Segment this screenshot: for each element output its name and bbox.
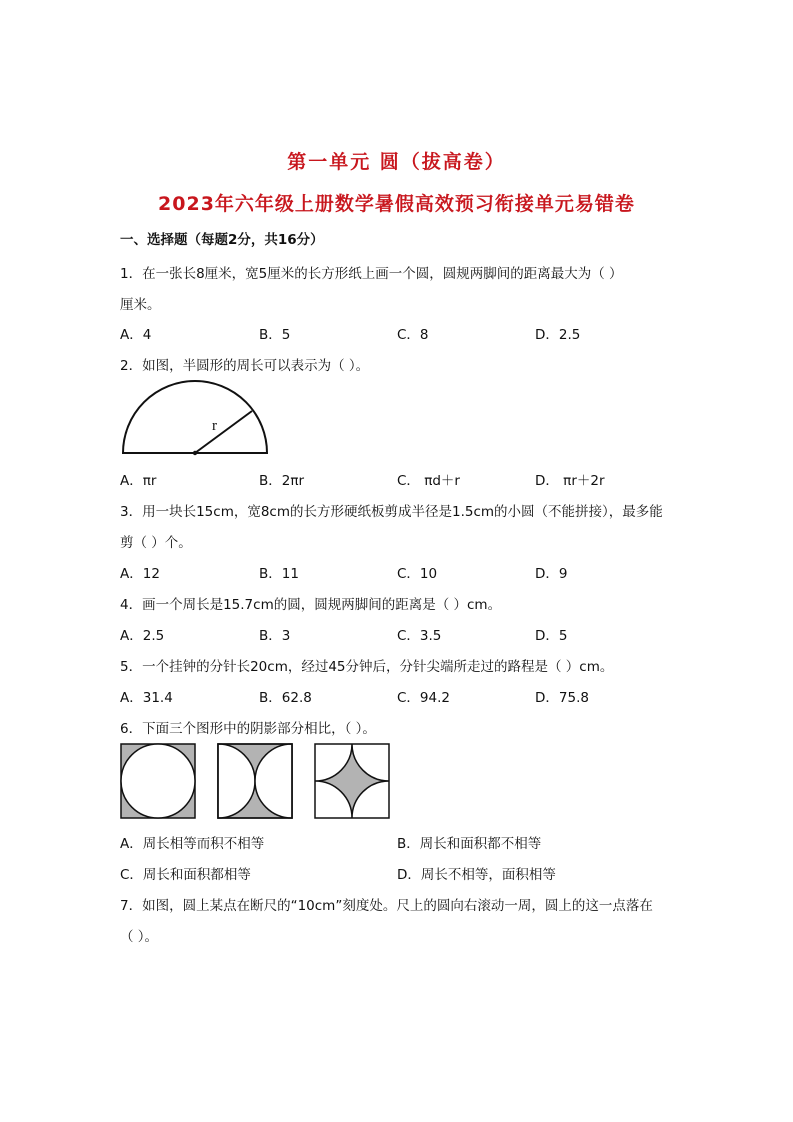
question-1-option-b[interactable]: B．5 [259,327,291,343]
question-5-option-b[interactable]: B．62.8 [259,690,312,706]
shaded-squares-figure [120,743,392,821]
question-2-option-c[interactable]: C． πd＋r [397,473,460,489]
section-heading: 一、选择题（每题2分，共16分） [120,232,324,248]
question-3-option-d[interactable]: D．9 [535,566,568,582]
question-3-option-b[interactable]: B．11 [259,566,299,582]
question-7-text-cont: （ ）。 [120,929,159,945]
question-4-option-d[interactable]: D．5 [535,628,568,644]
radius-label: r [212,418,217,434]
question-3-option-a[interactable]: A．12 [120,566,160,582]
question-5-text: 5．一个挂钟的分针长20cm，经过45分钟后，分针尖端所走过的路程是（ ）cm。 [120,659,614,675]
question-3-text: 3．用一块长15cm，宽8cm的长方形硬纸板剪成半径是1.5cm的小圆（不能拼接），最多能 [120,504,663,520]
question-6-text: 6．下面三个图形中的阴影部分相比，（ ）。 [120,721,376,737]
question-4-option-a[interactable]: A．2.5 [120,628,165,644]
question-3-text-cont: 剪（ ）个。 [120,535,192,551]
question-5-option-a[interactable]: A．31.4 [120,690,173,706]
question-5-option-c[interactable]: C．94.2 [397,690,450,706]
question-2-option-d[interactable]: D． πr＋2r [535,473,605,489]
question-4-option-c[interactable]: C．3.5 [397,628,442,644]
page-title: 第一单元 圆（拔高卷） [287,151,506,173]
question-4-text: 4．画一个周长是15.7cm的圆，圆规两脚间的距离是（ ）cm。 [120,597,502,613]
question-2-option-b[interactable]: B．2πr [259,473,305,489]
question-6-option-a[interactable]: A．周长相等而积不相等 [120,836,265,852]
question-5-option-d[interactable]: D．75.8 [535,690,589,706]
question-7-text: 7．如图，圆上某点在断尺的“10cm”刻度处。尺上的圆向右滚动一周，圆上的这一点落在 [120,898,653,914]
figure-square-two-semicircles [218,744,292,818]
figure-square-four-quarter-circles [315,744,389,818]
question-1-text-cont: 厘米。 [120,297,161,313]
question-1-option-c[interactable]: C．8 [397,327,429,343]
page-subtitle: 2023年六年级上册数学暑假高效预习衔接单元易错卷 [158,193,635,215]
question-3-option-c[interactable]: C．10 [397,566,438,582]
question-1-option-d[interactable]: D．2.5 [535,327,581,343]
question-4-option-b[interactable]: B．3 [259,628,291,644]
question-6-option-c[interactable]: C．周长和面积都相等 [120,867,251,883]
question-6-option-d[interactable]: D．周长不相等，面积相等 [397,867,556,883]
semicircle-figure [115,380,275,460]
question-1-text: 1．在一张长8厘米，宽5厘米的长方形纸上画一个圆，圆规两脚间的距离最大为（ ） [120,266,623,282]
question-2-option-a[interactable]: A．πr [120,473,157,489]
question-1-option-a[interactable]: A．4 [120,327,152,343]
question-2-text: 2．如图，半圆形的周长可以表示为（ ）。 [120,358,370,374]
figure-square-inscribed-circle [121,744,195,818]
question-6-option-b[interactable]: B．周长和面积都不相等 [397,836,542,852]
